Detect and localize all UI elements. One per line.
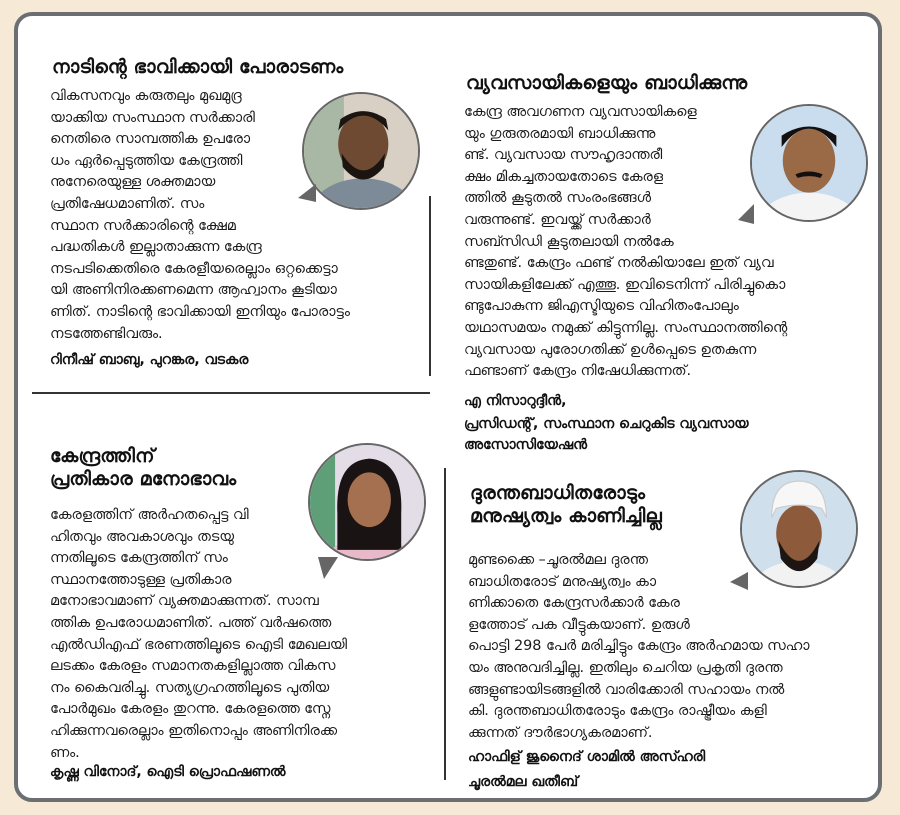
body-text-1: [50, 86, 420, 345]
headline-3-line-1: കേന്ദ്രത്തിന്: [50, 445, 155, 467]
byline-1: [50, 350, 248, 371]
body-line: ഹിക്കുന്നവരെല്ലാം ഇതിനൊപ്പം അണിനിരക്ക: [50, 722, 337, 739]
body-line: ത്തിൽ കൂടുതൽ സംരംഭങ്ങൾ: [464, 190, 651, 207]
body-line: പൊട്ടി 298 പേർ മരിച്ചിട്ടും കേന്ദ്രം അർഹമായ സഹാ: [468, 638, 810, 655]
byline-4: [468, 747, 705, 793]
body-line: കി. ദുരന്തബാധിതരോടും കേന്ദ്രം രാഷ്ട്രീയം കളി: [468, 703, 767, 720]
body-line: പ്രതിഷേധമാണിത്. സം: [50, 195, 205, 212]
body-line: നം കൈവരിച്ചു. സത്യഗ്രഹത്തിലൂടെ പുതിയ: [50, 679, 330, 696]
body-line: വികസനവും കരുതലും മുഖമുദ്ര: [50, 88, 242, 104]
body-line: ണ്ടുപോകുന്ന ജിഎസ്ടിയുടെ വിഹിതംപോലും: [464, 298, 739, 315]
article-frame: [14, 12, 882, 802]
opinion-panel-3: [18, 411, 448, 791]
body-line: പദ്ധതികൾ ഇല്ലാതാക്കുന്ന കേന്ദ്ര: [50, 239, 262, 256]
body-line: ത്തിക ഉപരോധമാണിത്. പത്ത് വർഷത്തെ: [50, 614, 332, 631]
author-org-2: അസോസിയേഷൻ: [464, 437, 588, 453]
body-line: ണ്ടതുണ്ട്. കേന്ദ്രം ഫണ്ട് നൽകിയാലേ ഇത് വ്യവ: [464, 255, 774, 272]
byline-3: [50, 762, 286, 783]
body-line: സബ്സിഡി കൂടുതലായി നൽകേ: [464, 233, 674, 250]
body-line: മുണ്ടക്കൈ –ചൂരൽമല ദുരന്ത: [468, 552, 648, 568]
body-line: പോർമുഖം കേരളം തുറന്നു. കേരളത്തെ സ്നേ: [50, 701, 331, 718]
body-line: സ്ഥാന സർക്കാരിന്റെ ക്ഷേമ: [50, 217, 236, 234]
headline-3: [50, 445, 236, 491]
body-line: നടത്തേണ്ടിവരും.: [50, 325, 163, 342]
body-line: യും ഗുരുതരമായി ബാധിക്കുന്നു: [464, 125, 656, 142]
author-name-3: കൃഷ്ണ വിനോദ്, ഐടി പ്രൊഫഷണൽ: [50, 764, 286, 780]
body-line: ഹിതവും അവകാശവും തടയു: [50, 528, 234, 545]
body-line: മനോഭാവമാണ് വ്യക്തമാക്കുന്നത്. സാമ്പ: [50, 593, 319, 610]
body-line: ണം.: [50, 744, 80, 761]
opinion-panel-1: [18, 16, 438, 386]
body-text-2: [464, 102, 868, 383]
body-line: സ്ഥാനത്തോടുള്ള പ്രതികാര: [50, 571, 232, 588]
headline-2: വ്യവസായികളെയും ബാധിക്കുന്നു: [466, 72, 748, 94]
body-line: ക്കുന്നത് ദൗർഭാഗ്യകരമാണ്.: [468, 724, 653, 741]
body-line: എൽഡിഎഫ് ഭരണത്തിലൂടെ ഐടി മേഖലയി: [50, 636, 347, 653]
headline-4-line-2: മനുഷ്യത്വം കാണിച്ചില്ല: [470, 504, 662, 527]
body-line: വരുന്നുണ്ട്. ഇവയ്ക്ക് സർക്കാർ: [464, 211, 651, 228]
body-line: ളത്തോട് പക വീട്ടുകയാണ്. ഉരുൾ: [468, 616, 690, 633]
headline-4: [470, 482, 662, 528]
body-line: യം അനുവദിച്ചില്ല. ഇതിലും ചെറിയ പ്രകൃതി ദുരന്ത: [468, 659, 783, 676]
author-title-2: പ്രസിഡന്റ്, സംസ്ഥാന ചെറുകിട വ്യവസായ: [464, 416, 749, 432]
author-title-4: ചൂരൽമല ഖതീബ്: [468, 774, 579, 790]
opinion-panel-2: [438, 16, 882, 456]
divider-left-horizontal: [32, 392, 430, 394]
author-name-1: റിനീഷ് ബാബു, പുറങ്കര, വടകര: [50, 352, 249, 368]
body-text-3: [50, 505, 422, 764]
byline-2: [464, 391, 874, 456]
body-text-4: [468, 550, 860, 744]
body-line: വ്യവസായ പുരോഗതിക്ക് ഉൾപ്പെടെ ഉതകുന്ന: [464, 341, 757, 358]
body-line: നടപടിക്കെതിരെ കേരളീയരെല്ലാം ഒറ്റക്കെട്ടാ: [50, 260, 338, 277]
body-line: ധം ഏർപ്പെടുത്തിയ കേന്ദ്രത്തി: [50, 152, 243, 169]
opinion-panel-4: [448, 456, 882, 802]
body-line: യി അണിനിരക്കണമെന്ന ആഹ്വാനം കൂടിയാ: [50, 282, 337, 299]
body-line: ണ്ട്. വ്യവസായ സൗഹൃദാന്തരീ: [464, 147, 663, 164]
body-line: ണിത്. നാടിന്റെ ഭാവിക്കായി ഇനിയും പോരാട്ടം: [50, 303, 350, 320]
body-line: ഫണ്ടാണ് കേന്ദ്രം നിഷേധിക്കുന്നത്.: [464, 363, 692, 380]
body-line: ന്നതിലൂടെ കേന്ദ്രത്തിന് സം: [50, 550, 228, 567]
body-line: ക്ഷം മികച്ചതായതോടെ കേരള: [464, 168, 664, 185]
headline-1: നാടിന്റെ ഭാവിക്കായി പോരാടണം: [52, 56, 344, 78]
headline-3-line-2: പ്രതികാര മനോഭാവം: [50, 467, 237, 490]
headline-4-line-1: ദുരന്തബാധിതരോടും: [470, 482, 646, 504]
body-line: ലടക്കം കേരളം സമാനതകളില്ലാത്ത വികസ: [50, 658, 336, 675]
body-line: ബാധിതരോട് മനുഷ്യത്വം കാ: [468, 573, 657, 590]
body-line: കേന്ദ്ര അവഗണന വ്യവസായികളെ: [464, 104, 697, 120]
author-name-2: എ നിസാറുദ്ദീൻ,: [464, 393, 567, 409]
body-line: നെതിരെ സാമ്പത്തിക ഉപരോ: [50, 131, 251, 148]
body-line: യഥാസമയം നമുക്ക് കിട്ടുന്നില്ല. സംസ്ഥാനത്തിന്റെ: [464, 319, 788, 336]
body-line: നുനേരെയുള്ള ശക്തമായ: [50, 174, 216, 191]
body-line: കേരളത്തിന് അർഹതപ്പെട്ട വി: [50, 507, 249, 523]
author-name-4: ഹാഫിള് ജുനൈദ് ശാമിൽ അസ്ഹരി: [468, 749, 706, 765]
body-line: സായികളിലേക്ക് എത്തൂ. ഇവിടെനിന്ന് പിരിച്ചുകൊ: [464, 276, 786, 293]
body-line: ങ്ങളുണ്ടായിടങ്ങളിൽ വാരിക്കോരി സഹായം നൽ: [468, 681, 785, 698]
body-line: ണിക്കാതെ കേന്ദ്രസർക്കാർ കേര: [468, 595, 680, 612]
body-line: യാക്കിയ സംസ്ഥാന സർക്കാരി: [50, 109, 255, 126]
